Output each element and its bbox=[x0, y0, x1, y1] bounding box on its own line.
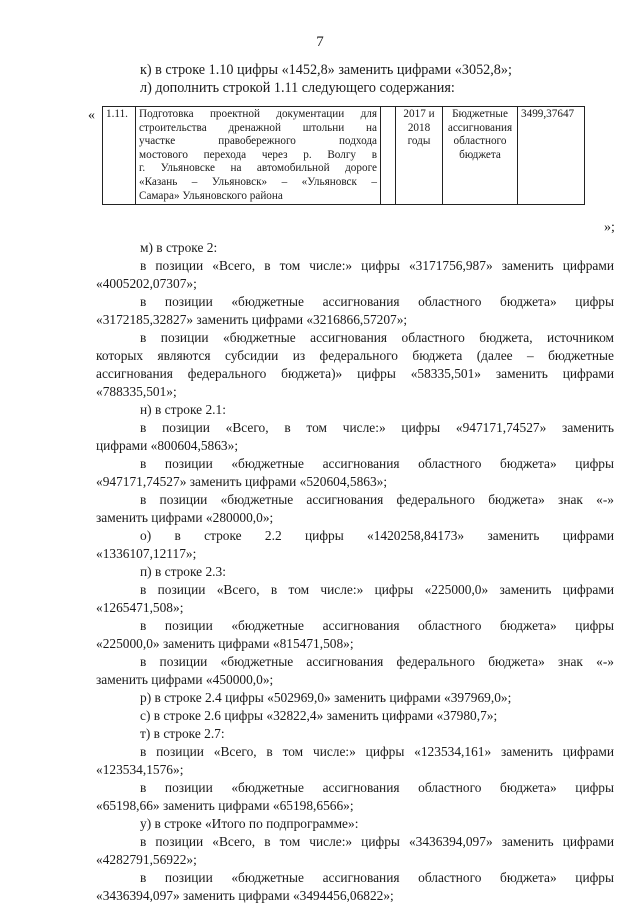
name-line: участке правобережного подхода bbox=[139, 135, 377, 148]
body-line: н) в строке 2.1: bbox=[140, 402, 226, 417]
item-l-line: л) дополнить строкой 1.11 следующего содержания: bbox=[140, 80, 455, 96]
body-line: в позиции «Всего, в том числе:» цифры «123534,161» заменить цифрами bbox=[140, 744, 614, 759]
body-line: «1336107,12117»; bbox=[96, 546, 197, 561]
body-line: м) в строке 2: bbox=[140, 240, 218, 255]
body-line: в позиции «Всего, в том числе:» цифры «3171756,987» заменить цифрами bbox=[140, 258, 614, 273]
body-line: цифрами «800604,5863»; bbox=[96, 438, 239, 453]
body-line: п) в строке 2.3: bbox=[140, 564, 226, 579]
source-line: областного bbox=[453, 135, 507, 148]
name-line: мостового перехода через р. Волгу в bbox=[139, 148, 377, 161]
body-line: в позиции «Всего, в том числе:» цифры «225000,0» заменить цифрами bbox=[140, 582, 614, 597]
body-line: в позиции «Всего, в том числе:» цифры «3436394,097» заменить цифрами bbox=[140, 834, 614, 849]
row-source-cell bbox=[443, 107, 518, 205]
years-line: годы bbox=[407, 135, 431, 148]
table-close-quote: »; bbox=[604, 220, 615, 235]
body-line: в позиции «бюджетные ассигнования федерального бюджета» знак «-» bbox=[140, 654, 614, 669]
name-line: строительства дренажной штольни на bbox=[139, 121, 377, 134]
body-line: заменить цифрами «280000,0»; bbox=[96, 510, 274, 525]
inserted-row-table bbox=[102, 106, 585, 205]
row-sum-cell: 3499,37647 bbox=[518, 107, 585, 205]
source-line: ассигнования bbox=[447, 121, 513, 134]
body-line: «3172185,32827» заменить цифрами «3216866,57207»; bbox=[96, 312, 408, 327]
page-number: 7 bbox=[316, 34, 324, 50]
name-line: Самара» Ульяновского района bbox=[139, 189, 283, 202]
body-line: которых являются субсидии из федерального бюджета (далее – бюджетные bbox=[96, 348, 614, 363]
body-line: «788335,501»; bbox=[96, 384, 177, 399]
body-line: ассигнования федерального бюджета)» цифры «58335,501» заменить цифрами bbox=[96, 366, 614, 381]
body-line: в позиции «бюджетные ассигнования областного бюджета» цифры bbox=[140, 294, 614, 309]
body-line: «3436394,097» заменить цифрами «3494456,06822»; bbox=[96, 888, 394, 903]
body-line: с) в строке 2.6 цифры «32822,4» заменить цифрами «37980,7»; bbox=[140, 708, 498, 723]
years-line: 2018 bbox=[407, 121, 431, 134]
body-line: в позиции «бюджетные ассигнования областного бюджета» цифры bbox=[140, 780, 614, 795]
table-row bbox=[103, 107, 585, 205]
item-k-line: к) в строке 1.10 цифры «1452,8» заменить цифрами «3052,8»; bbox=[140, 62, 512, 78]
table-open-quote: « bbox=[88, 108, 95, 123]
row-name-cell bbox=[136, 107, 381, 205]
body-line: т) в строке 2.7: bbox=[140, 726, 225, 741]
body-line: заменить цифрами «450000,0»; bbox=[96, 672, 274, 687]
years-line: 2017 и bbox=[403, 108, 435, 120]
body-line: «65198,66» заменить цифрами «65198,6566»; bbox=[96, 798, 354, 813]
body-line: в позиции «бюджетные ассигнования федерального бюджета» знак «-» bbox=[140, 492, 614, 507]
name-line: Подготовка проектной документации для bbox=[139, 108, 377, 120]
body-line: в позиции «Всего, в том числе:» цифры «947171,74527» заменить bbox=[140, 420, 614, 435]
name-line: «Казань – Ульяновск» – «Ульяновск – bbox=[139, 175, 377, 188]
body-line: «1265471,508»; bbox=[96, 600, 184, 615]
body-line: в позиции «бюджетные ассигнования областного бюджета» цифры bbox=[140, 870, 614, 885]
body-line: в позиции «бюджетные ассигнования областного бюджета, источником bbox=[140, 330, 614, 345]
body-line: «4005202,07307»; bbox=[96, 276, 197, 291]
row-years-cell bbox=[396, 107, 443, 205]
source-line: Бюджетные bbox=[452, 108, 508, 120]
body-line: «4282791,56922»; bbox=[96, 852, 197, 867]
body-line: «123534,1576»; bbox=[96, 762, 184, 777]
body-line: в позиции «бюджетные ассигнования областного бюджета» цифры bbox=[140, 618, 614, 633]
body-line: у) в строке «Итого по подпрограмме»: bbox=[140, 816, 359, 831]
body-line: р) в строке 2.4 цифры «502969,0» заменить цифрами «397969,0»; bbox=[140, 690, 512, 705]
body-line: о) в строке 2.2 цифры «1420258,84173» заменить цифрами bbox=[140, 528, 614, 543]
body-line: в позиции «бюджетные ассигнования областного бюджета» цифры bbox=[140, 456, 614, 471]
row-number-cell: 1.11. bbox=[103, 107, 136, 205]
empty-cell bbox=[381, 107, 396, 205]
source-line: бюджета bbox=[459, 148, 501, 161]
name-line: г. Ульяновске на автомобильной дороге bbox=[139, 162, 377, 175]
body-line: «947171,74527» заменить цифрами «520604,5863»; bbox=[96, 474, 388, 489]
body-line: «225000,0» заменить цифрами «815471,508»; bbox=[96, 636, 354, 651]
